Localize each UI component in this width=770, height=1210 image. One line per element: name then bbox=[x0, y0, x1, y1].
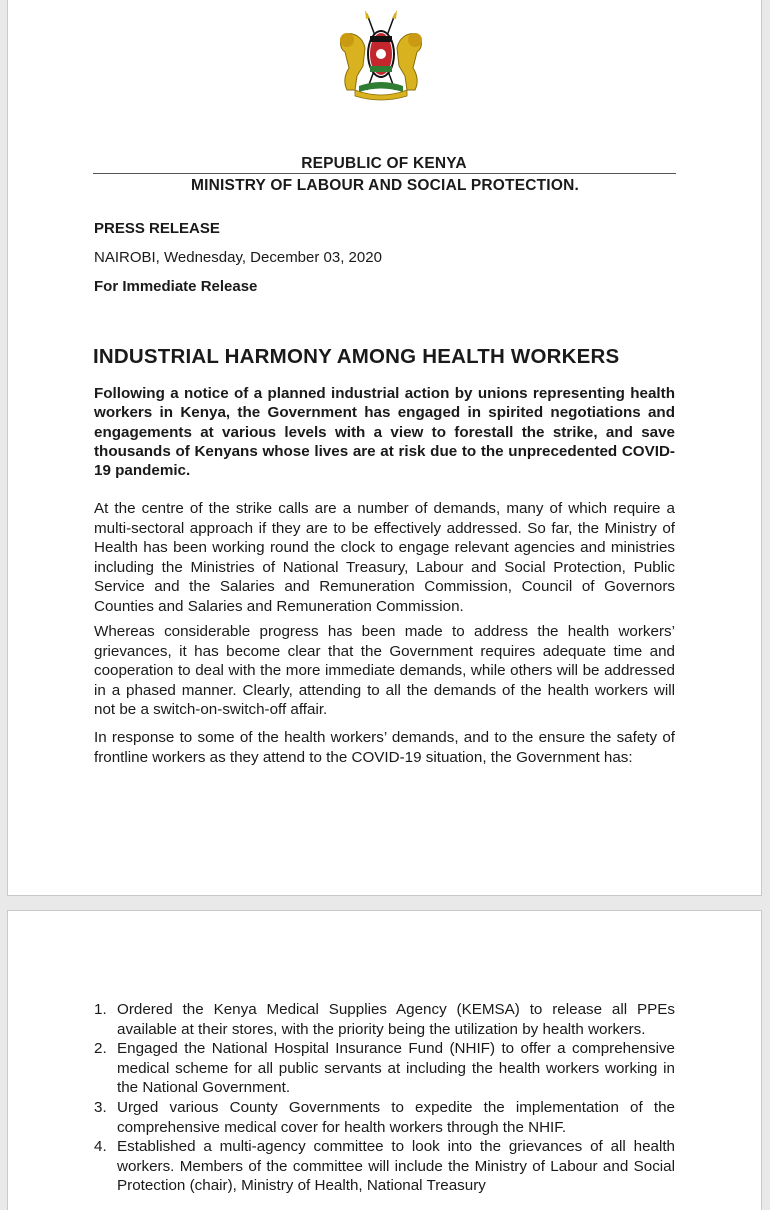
headline: INDUSTRIAL HARMONY AMONG HEALTH WORKERS bbox=[93, 345, 620, 368]
list-number: 2. bbox=[94, 1040, 107, 1058]
list-item-text: Established a multi-agency committee to look into the grievances of all health workers. Members of the committee will include the Ministry of Labour and Social Protection (chair), Ministry of Health, National Treasury bbox=[117, 1138, 675, 1195]
press-release-label: PRESS RELEASE bbox=[94, 220, 220, 237]
government-actions-list bbox=[94, 1000, 675, 1196]
list-item bbox=[94, 1000, 675, 1039]
body-paragraph: Whereas considerable progress has been made to address the health workers’ grievances, it has become clear that the Government requires adequate time and cooperation to deal with the more immediate demands, while others will be addressed in a phased manner. Clearly, attending to all the demands of the health workers will not be a switch-on-switch-off affair. bbox=[94, 623, 675, 719]
list-item-text: Engaged the National Hospital Insurance Fund (NHIF) to offer a comprehensive medical scheme for all public servants at including the health workers working in the National Government. bbox=[117, 1040, 675, 1097]
list-item-text: Ordered the Kenya Medical Supplies Agency (KEMSA) to release all PPEs available at their stores, with the priority being the utilization by health workers. bbox=[117, 1001, 675, 1038]
list-number: 4. bbox=[94, 1138, 107, 1156]
republic-heading: REPUBLIC OF KENYA bbox=[301, 155, 467, 172]
kenya-coat-of-arms-icon bbox=[333, 8, 429, 102]
list-number: 1. bbox=[94, 1001, 107, 1018]
list-number: 3. bbox=[94, 1098, 107, 1116]
release-note: For Immediate Release bbox=[94, 278, 258, 295]
lead-paragraph: Following a notice of a planned industrial action by unions representing health workers in Kenya, the Government has engaged in spirited negotiations and engagements at various levels with a view to forestall the strike, and save thousands of Kenyans whose lives are at risk due to the unprecedented COVID-19 pandemic. bbox=[94, 385, 675, 480]
dateline: NAIROBI, Wednesday, December 03, 2020 bbox=[94, 249, 382, 266]
list-item bbox=[94, 1098, 675, 1137]
header-divider bbox=[93, 173, 676, 174]
list-item bbox=[94, 1137, 675, 1196]
body-paragraph: In response to some of the health workers’ demands, and to the ensure the safety of frontline workers as they attend to the COVID-19 situation, the Government has: bbox=[94, 729, 675, 766]
body-paragraph: At the centre of the strike calls are a number of demands, many of which require a multi-sectoral approach if they are to be effectively addressed. So far, the Ministry of Health has been working round the clock to engage relevant agencies and ministries including the Ministries of National Treasury, Labour and Social Protection, Public Service and the Salaries and Remuneration Commission, Council of Governors Counties and Salaries and Remuneration Commission. bbox=[94, 500, 675, 615]
list-item bbox=[94, 1039, 675, 1098]
list-item-text: Urged various County Governments to expedite the implementation of the comprehensive medical cover for health workers through the NHIF. bbox=[117, 1098, 675, 1136]
ministry-heading: MINISTRY OF LABOUR AND SOCIAL PROTECTION. bbox=[191, 177, 579, 194]
